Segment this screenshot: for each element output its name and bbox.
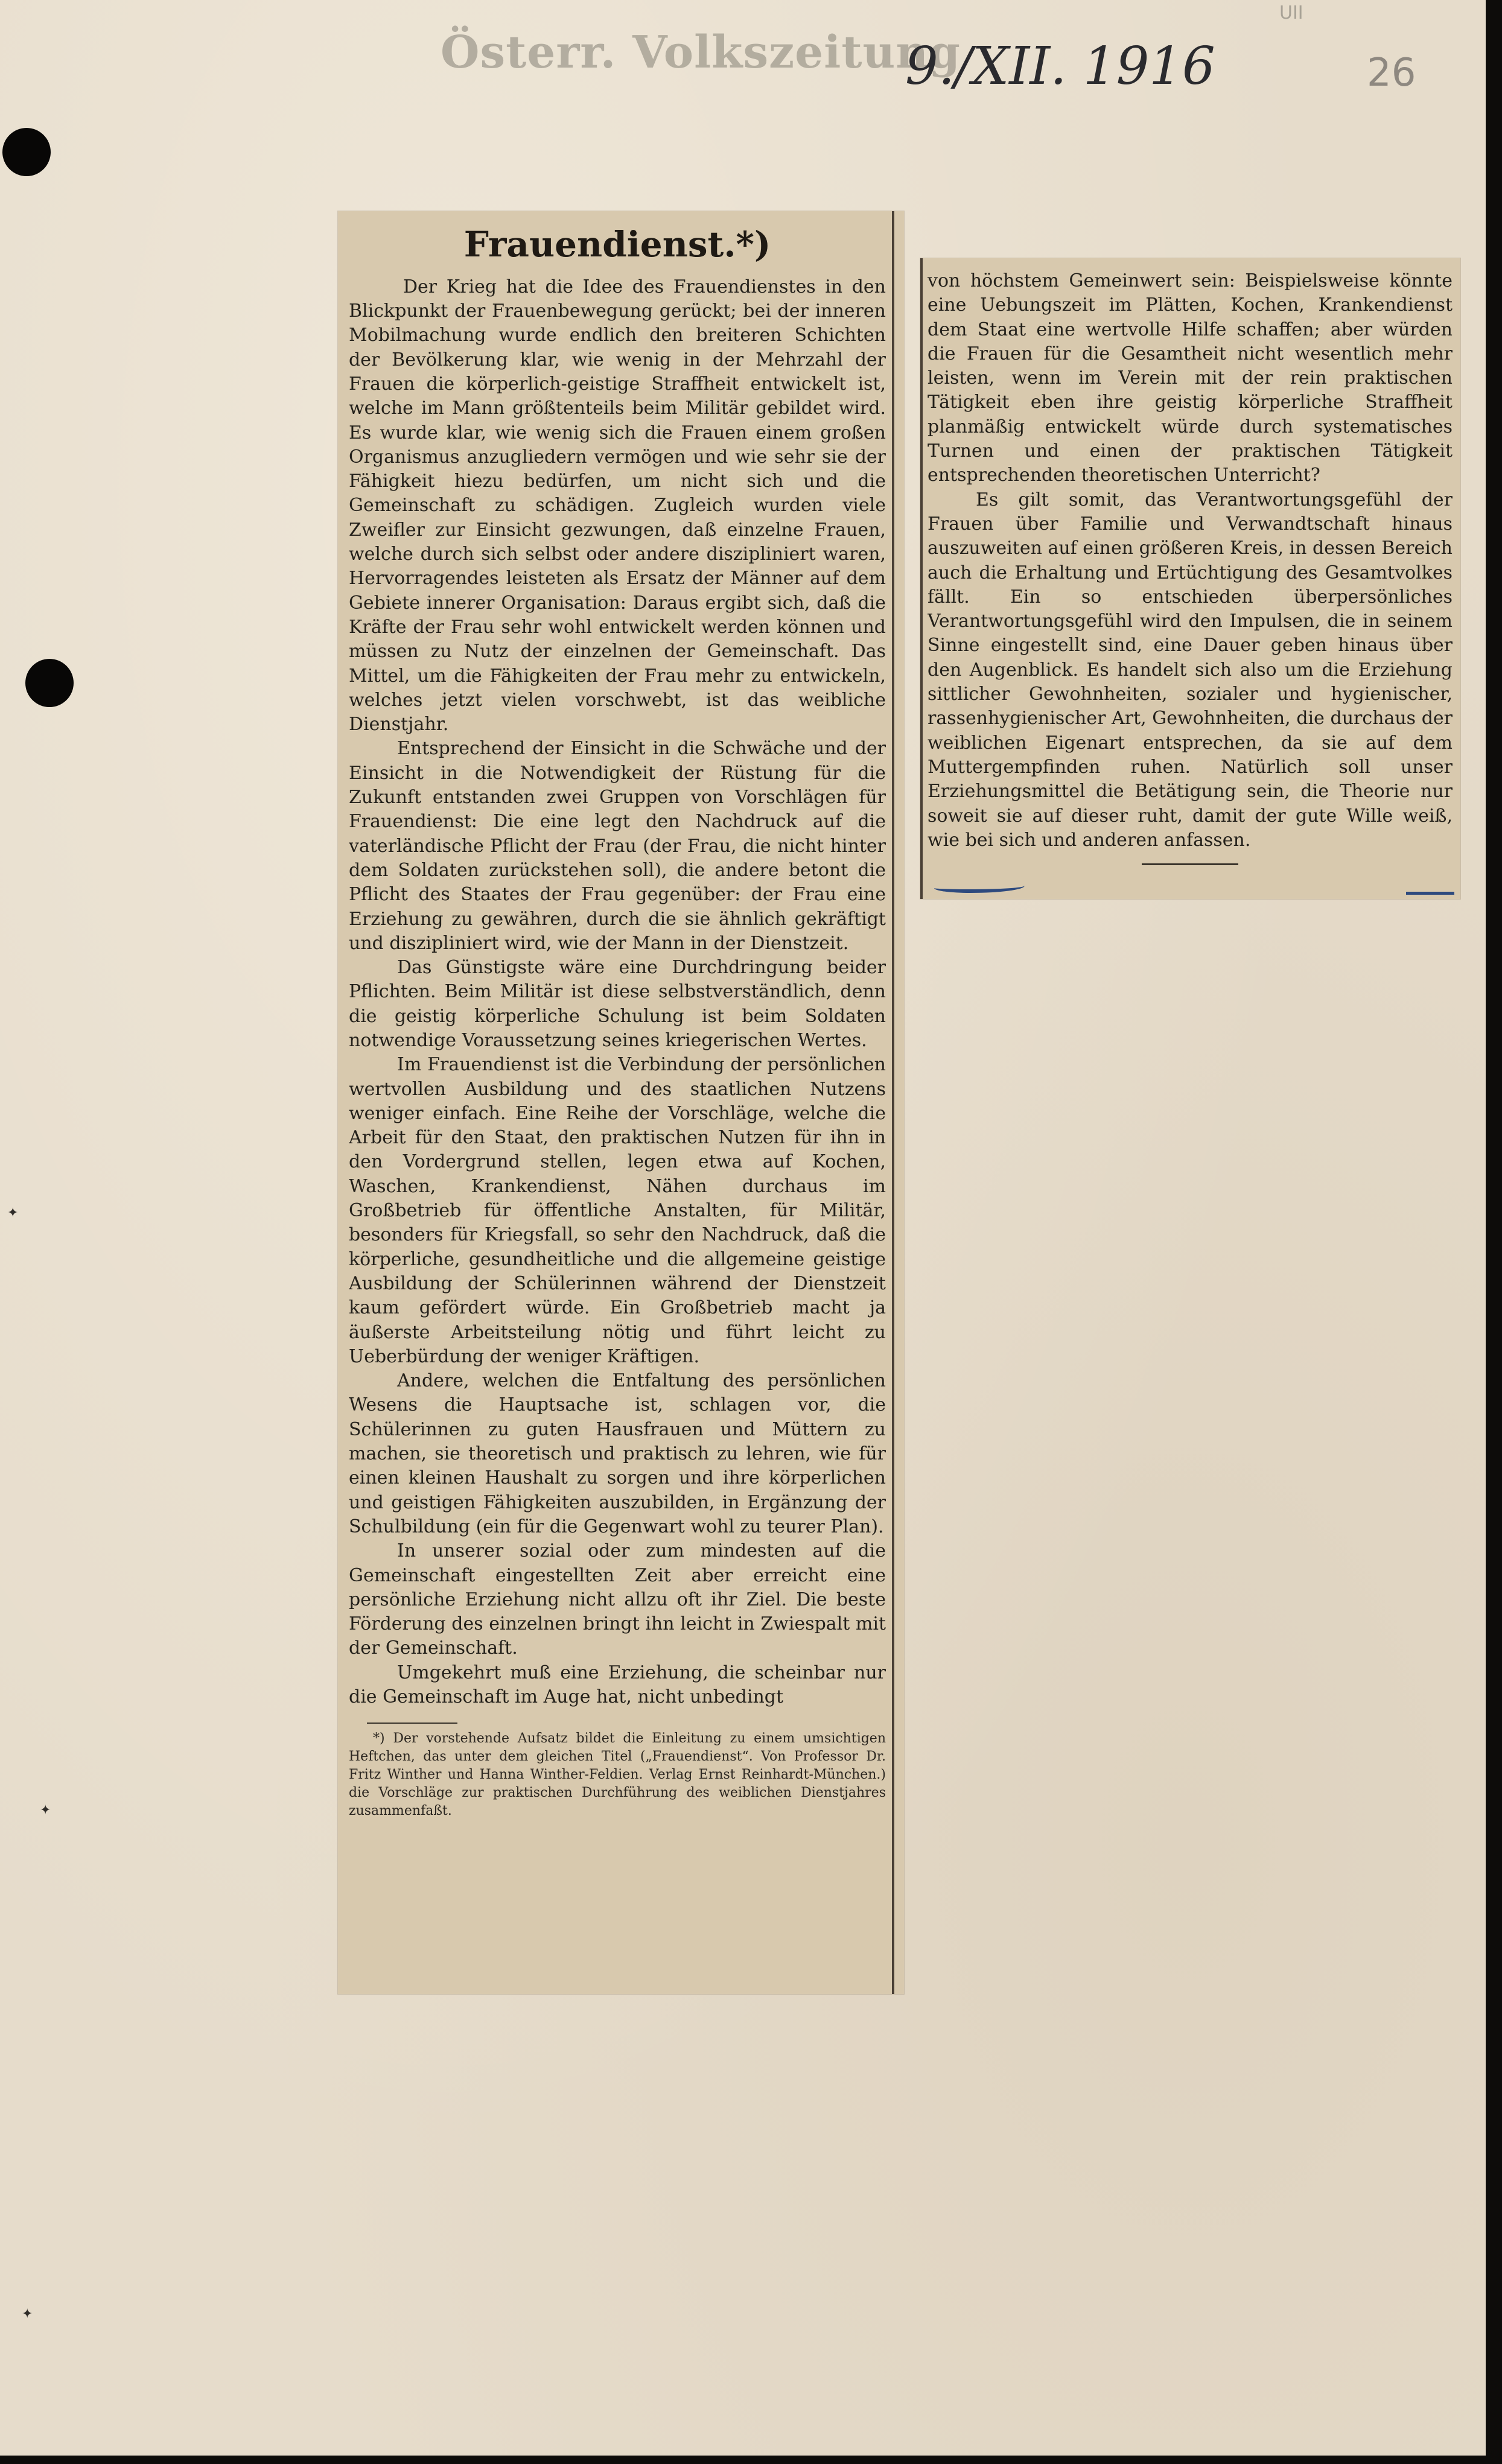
blue-ink-mark bbox=[1406, 886, 1454, 895]
handwritten-page-number: 26 bbox=[1367, 51, 1416, 95]
footnote-rule bbox=[367, 1723, 457, 1724]
pin-mark-1: ✦ bbox=[7, 1205, 19, 1221]
article-end-rule bbox=[1142, 863, 1238, 865]
article-paragraph: von höchstem Gemeinwert sein: Beispielsweise könnte eine Uebungszeit im Plätten, Kochen, Krankendienst dem Staat eine wertvolle Hilfe schaffen; aber würden die Frauen für die Gesamtheit nicht wesentlich mehr leisten, wenn im Verein mit der rein praktischen Tätigkeit eben ihre geistig körperliche Straffheit planmäßig entwickelt würde durch systematisches Turnen und einen der praktischen Tätigkeit entsprechenden theoretischen Unterricht? bbox=[928, 270, 1453, 486]
article-title: Frauendienst.*) bbox=[463, 224, 771, 265]
newspaper-clipping-main bbox=[338, 211, 904, 1994]
corner-pencil-mark: UII bbox=[1279, 2, 1303, 24]
punch-hole-top bbox=[2, 128, 51, 176]
pin-mark-3: ✦ bbox=[22, 2307, 33, 2322]
newspaper-source-stamp: Österr. Volkszeitung bbox=[441, 27, 961, 78]
article-paragraph: Im Frauendienst ist die Verbindung der persönlichen wertvollen Ausbildung und des staatlichen Nutzens weniger einfach. Eine Reihe der Vorschläge, welche die Arbeit für den Staat, den praktischen Nutzen für ihn in den Vordergrund stellen, legen etwa auf Kochen, Waschen, Krankendienst, Nähen durchaus im Großbetrieb für öffentliche Anstalten, für Militär, besonders für Kriegsfall, so sehr den Nachdruck, daß die körperliche, gesundheitliche und die allgemeine geistige Ausbildung der Schülerinnen während der Dienstzeit kaum gefördert würde. Ein Großbetrieb macht ja äußerste Arbeitsteilung nötig und führt leicht zu Ueberbürdung der weniger Kräftigen. bbox=[349, 1054, 886, 1367]
pin-mark-2: ✦ bbox=[40, 1803, 51, 1818]
article-paragraph: Andere, welchen die Entfaltung des persönlichen Wesens die Hauptsache ist, schlagen vor, die Schülerinnen zu guten Hausfrauen und Müttern zu machen, sie theoretisch und praktisch zu lehren, wie für einen kleinen Haushalt zu sorgen und ihre körperlichen und geistigen Fähigkeiten auszubilden, in Ergänzung der Schulbildung (ein für die Gegenwart wohl zu teurer Plan). bbox=[349, 1370, 886, 1537]
article-paragraph: In unserer sozial oder zum mindesten auf die Gemeinschaft eingestellten Zeit aber erreicht eine persönliche Erziehung nicht allzu oft ihr Ziel. Die beste Förderung des einzelnen bringt ihn leicht in Zwiespalt mit der Gemeinschaft. bbox=[349, 1540, 886, 1659]
article-paragraph: Das Günstigste wäre eine Durchdringung beider Pflichten. Beim Militär ist diese selbstverständlich, denn die geistig körperliche Schulung ist beim Soldaten notwendige Voraussetzung seines kriegerischen Wertes. bbox=[349, 957, 886, 1051]
punch-hole-middle bbox=[25, 659, 74, 707]
column-rule-left bbox=[920, 258, 923, 899]
article-paragraph: Entsprechend der Einsicht in die Schwäche und der Einsicht in die Notwendigkeit der Rüstung für die Zukunft entstanden zwei Gruppen von Vorschlägen für Frauendienst: Die eine legt den Nachdruck auf die vaterländische Pflicht der Frau (der Frau, die nicht hinter dem Soldaten zurückstehen soll), die andere betont die Pflicht des Staates der Frau gegenüber: der Frau eine Erziehung zu gewähren, durch die sie ähnlich gekräftigt und diszipliniert wird, wie der Mann in der Dienstzeit. bbox=[349, 738, 886, 954]
newspaper-clipping-continuation bbox=[920, 258, 1460, 899]
article-footnote: *) Der vorstehende Aufsatz bildet die Einleitung zu einem umsichtigen Heftchen, das unter dem gleichen Titel („Frauendienst“. Von Professor Dr. Fritz Winther und Hanna Winther-Feldien. Verlag Ernst Reinhardt-München.) die Vorschläge zur praktischen Durchführung des weiblichen Dienstjahres zusammenfaßt. bbox=[349, 1731, 886, 1819]
article-paragraph: Der Krieg hat die Idee des Frauendienstes in den Blickpunkt der Frauenbewegung gerückt; bei der inneren Mobilmachung wurde endlich den breiteren Schichten der Bevölkerung klar, wie wenig in der Mehrzahl der Frauen die körperlich-geistige Straffheit entwickelt ist, welche im Mann größtenteils beim Militär gebildet wird. Es wurde klar, wie wenig sich die Frauen einem großen Organismus anzugliedern vermögen und wie sehr sie der Fähigkeit hiezu bedürfen, um nicht sich und die Gemeinschaft zu schädigen. Zugleich wurden viele Zweifler zur Einsicht gezwungen, daß einzelne Frauen, welche durch sich selbst oder andere diszipliniert waren, Hervorragendes leisteten als Ersatz der Männer auf dem Gebiete innerer Organisation: Daraus ergibt sich, daß die Kräfte der Frau sehr wohl entwickelt werden können und müssen zu Nutz der einzelnen der Gemeinschaft. Das Mittel, um die Fähigkeiten der Frau mehr zu entwickeln, welches jetzt vielen vorschwebt, ist das weibliche Dienstjahr. bbox=[349, 276, 886, 735]
handwritten-date: 9./XII. 1916 bbox=[905, 36, 1215, 97]
clipping-main-text bbox=[349, 217, 886, 1985]
article-paragraph: Umgekehrt muß eine Erziehung, die scheinbar nur die Gemeinschaft im Auge hat, nicht unbedingt bbox=[349, 1662, 886, 1708]
article-paragraph: Es gilt somit, das Verantwortungsgefühl der Frauen über Familie und Verwandtschaft hinaus auszuweiten auf einen größeren Kreis, in dessen Bereich auch die Erhaltung und Ertüchtigung des Gesamtvolkes fällt. Ein so entschieden überpersönliches Verantwortungsgefühl wird den Impulsen, die in seinem Sinne eingestellt sind, eine Dauer geben hinaus über den Augenblick. Es handelt sich also um die Erziehung sittlicher Gewohnheiten, sozialer und hygienischer, rassenhygienischer Art, Gewohnheiten, die durchaus der weiblichen Eigenart entsprechen, da sie auf dem Muttergempfinden ruhen. Natürlich soll unser Erziehungsmittel die Betätigung sein, die Theorie nur soweit sie auf dieser ruht, damit der gute Wille weiß, wie bei sich und anderen anfassen. bbox=[928, 489, 1453, 851]
column-rule bbox=[892, 211, 894, 1994]
clipping-continuation-text bbox=[928, 269, 1453, 891]
